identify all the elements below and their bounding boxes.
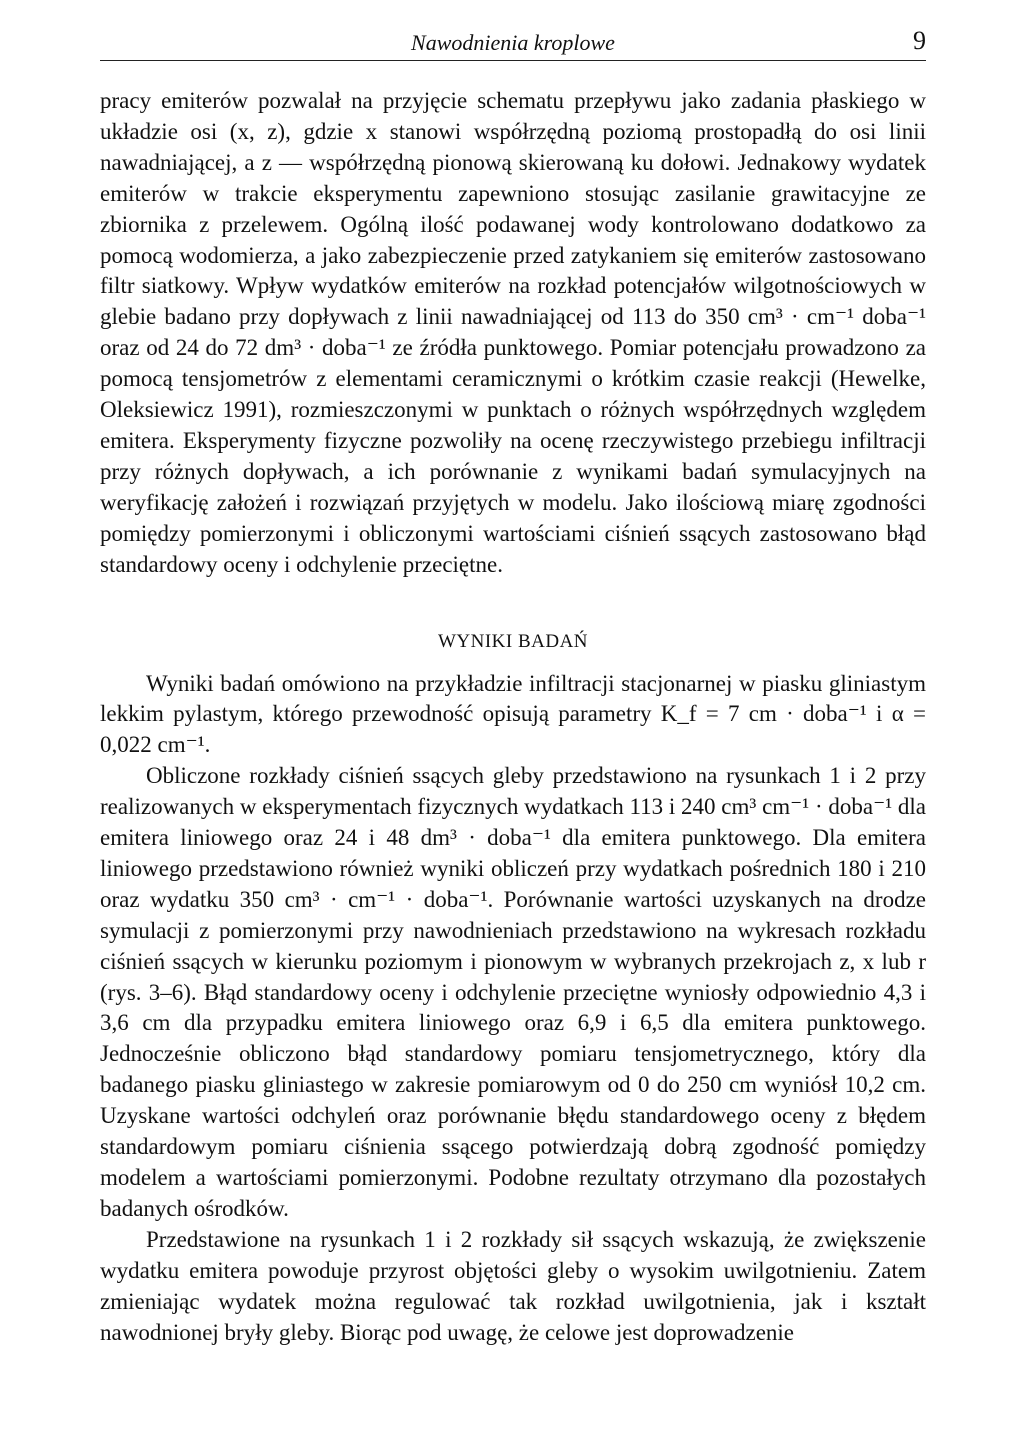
paragraph: Przedstawione na rysunkach 1 i 2 rozkłady sił ssących wskazują, że zwiększenie wydatku emitera powoduje przyrost objętości gleby o wysokim uwilgotnieniu. Zatem zmieniając wydatek można regulować tak rozkład uwilgotnienia, jak i kształt nawodnionej bryły gleby. Biorąc pod uwagę, że celowe jest doprowadzenie: [100, 1226, 926, 1345]
body-text: [100, 86, 926, 1348]
running-title: Nawodnienia kroplowe: [411, 30, 615, 55]
section-heading: WYNIKI BADAŃ: [437, 630, 589, 652]
paragraph: pracy emiterów pozwalał na przyjęcie schematu przepływu jako zadania płaskiego w układzie osi (x, z), gdzie x stanowi współrzędną poziomą prostopadłą do osi linii nawadniającej, a z — współrzędną pionową skierowaną ku dołowi. Jednakowy wydatek emiterów w trakcie eksperymentu zapewniono stosując zasilanie grawitacyjne ze zbiornika z przelewem. Ogólną ilość podawanej wody kontrolowano dodatkowo za pomocą wodomierza, a jako zabezpieczenie przed zatykaniem się emiterów zastosowano filtr siatkowy. Wpływ wydatków emiterów na rozkład potencjałów wilgotnościowych w glebie badano przy dopływach z linii nawadniającej od 113 do 350 cm³ · cm⁻¹ doba⁻¹ oraz od 24 do 72 dm³ · doba⁻¹ ze źródła punktowego. Pomiar potencjału prowadzono za pomocą tensjometrów z elementami ceramicznymi o krótkim czasie reakcji (Hewelke, Oleksiewicz 1991), rozmieszczonymi w punktach o różnych współrzędnych względem emitera. Eksperymenty fizyczne pozwoliły na ocenę rzeczywistego przebiegu infiltracji przy różnych dopływach, a ich porównanie z wynikami badań symulacyjnych na weryfikację założeń i rozwiązań przyjętych w modelu. Jako ilościową miarę zgodności pomiędzy pomierzonymi i obliczonymi wartościami ciśnień ssących zastosowano błąd standardowy oceny i odchylenie przeciętne.: [100, 88, 926, 577]
paragraph: Wyniki badań omówiono na przykładzie infiltracji stacjonarnej w piasku gliniastym lekkim pylastym, którego przewodność opisują parametry K_f = 7 cm · doba⁻¹ i α = 0,022 cm⁻¹.: [100, 670, 926, 758]
paragraph: Obliczone rozkłady ciśnień ssących gleby przedstawiono na rysunkach 1 i 2 przy realizowanych w eksperymentach fizycznych wydatkach 113 i 240 cm³ cm⁻¹ · doba⁻¹ dla emitera liniowego oraz 24 i 48 dm³ · doba⁻¹ dla emitera punktowego. Dla emitera liniowego przedstawiono również wyniki obliczeń przy wydatkach pośrednich 180 i 210 oraz wydatku 350 cm³ · cm⁻¹ · doba⁻¹. Porównanie wartości uzyskanych na drodze symulacji z pomierzonymi przy nawodnieniach przedstawiono na wykresach rozkładu ciśnień ssących w kierunku poziomym i pionowym w wybranych przekrojach z, x lub r (rys. 3–6). Błąd standardowy oceny i odchylenie przeciętne wyniosły odpowiednio 4,3 i 3,6 cm dla przypadku emitera liniowego oraz 6,9 i 6,5 dla emitera punktowego. Jednocześnie obliczono błąd standardowy pomiaru tensjometrycznego, który dla badanego piasku gliniastego w zakresie pomiarowym od 0 do 250 cm wyniósł 10,2 cm. Uzyskane wartości odchyleń oraz porównanie błędu standardowego oceny z błędem standardowym pomiaru ciśnienia ssącego potwierdzają dobrą zgodność pomiędzy modelem a wartościami pomierzonymi. Podobne rezultaty otrzymano dla pozostałych badanych ośrodków.: [100, 763, 926, 1221]
page-number: 9: [913, 26, 926, 55]
running-header: [100, 28, 926, 61]
